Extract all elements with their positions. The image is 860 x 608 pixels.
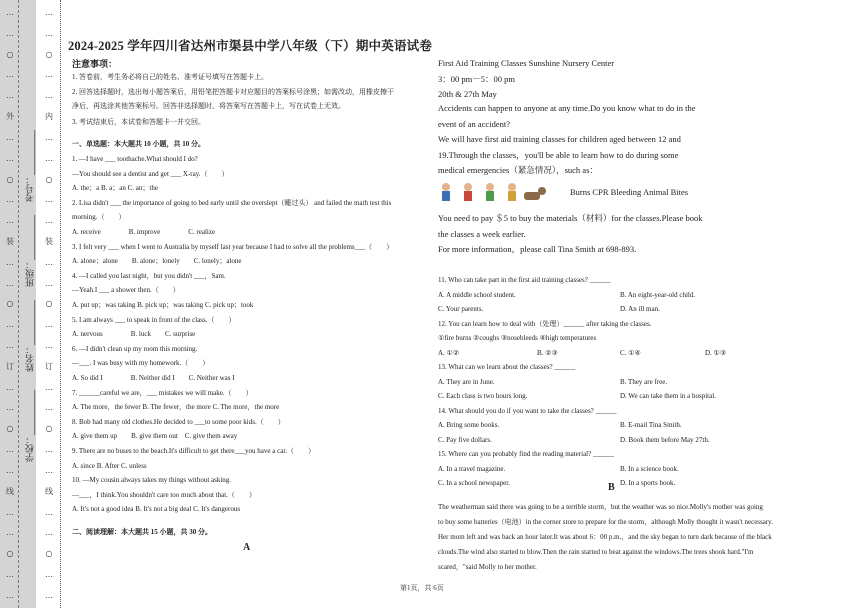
binding-mark: … (6, 278, 14, 288)
binding-mark: ○ (45, 174, 53, 184)
answer-option: D. ①③ (705, 348, 727, 357)
binding-mark: … (45, 132, 53, 142)
question-line: 6. —I didn't clean up my room this morning. (72, 344, 198, 353)
binding-mark: … (6, 8, 14, 17)
name-field: 姓名：__________ (26, 300, 36, 372)
answer-option: D. An ill man. (620, 305, 660, 313)
notice-item: 1. 答卷前，考生务必将自己的姓名、准考证号填写在答题卡上。 (72, 73, 268, 81)
question-line: A. the；a B. a；an C. an；the (72, 184, 158, 193)
question-line: —Yeah.I ___ a shower then.（ ） (72, 286, 180, 295)
binding-mark: … (45, 569, 53, 579)
question-line: 10. —My cousin always takes my things without asking. (72, 476, 232, 485)
answer-option: B. E-mail Tina Smith. (620, 421, 682, 429)
question-stem: 11. Who can take part in the first aid training classes? ______ (438, 276, 611, 284)
notice-item: 2. 回答选择题时，选出每小题答案后，用铅笔把答题卡对应题目的答案标号涂黑；如需改动，用橡皮擦干 (72, 88, 394, 96)
question-line: A. The more，the fewer B. The fewer，the more C. The more，the more (72, 403, 280, 412)
notice-line: medical emergencies（紧急情况），such as： (438, 165, 598, 175)
notice-heading: 注意事项： (72, 59, 118, 69)
binding-mark: … (45, 91, 53, 101)
binding-mark: ○ (45, 299, 53, 309)
notice-line: 19.Through the classes，you'll be able to learn how to do during some (438, 150, 679, 160)
binding-mark: … (45, 445, 53, 455)
passage-a-label: A (243, 542, 251, 553)
binding-mark: … (6, 216, 14, 226)
question-line: 8. Bob had many old clothes.He decided to ___to some poor kids.（ ） (72, 417, 285, 426)
binding-mark: … (6, 528, 14, 538)
binding-mark: … (6, 28, 14, 38)
exam-title: 2024-2025 学年四川省达州市渠县中学八年级（下）期中英语试卷 (67, 39, 433, 53)
question-stem: 13. What can we learn about the classes? ______ (438, 363, 576, 371)
question-line: 2. Lisa didn't ___ the importance of going to bed early until she overslept（睡过头） and failed the math test this (72, 198, 392, 207)
first-aid-clipart (438, 180, 568, 202)
binding-mark: 内 (45, 112, 53, 122)
binding-mark: … (45, 278, 53, 288)
binding-mark: 外 (6, 112, 14, 122)
binding-mark: … (45, 216, 53, 226)
answer-option: B. They are free. (620, 377, 668, 386)
question-line: A. So did I B. Neither did I C. Neither was I (72, 374, 235, 382)
binding-mark: … (45, 341, 53, 350)
binding-mark: … (6, 590, 14, 600)
notice-line: First Aid Training Classes Sunshine Nursery Center (438, 58, 615, 68)
binding-mark: … (6, 91, 14, 101)
question-line: A. alone；alone B. alone；lonely C. lonely；alone (72, 257, 242, 266)
question-stem: 12. You can learn how to deal with（处理）______ after taking the classes. (438, 319, 652, 328)
section-2-heading: 二、阅读理解：本大题共 15 小题，共 30 分。 (72, 528, 212, 536)
binding-mark: ○ (6, 174, 14, 184)
answer-option: D. In a sports book. (620, 479, 676, 487)
answer-option: C. Pay five dollars. (438, 435, 492, 444)
question-suboptions: ①fire burns ②coughs ③nosebleeds ④high temperatures (438, 334, 597, 342)
binding-mark: … (45, 8, 53, 17)
answer-option: B. In a science book. (620, 464, 679, 473)
binding-mark: 装 (45, 236, 53, 246)
answer-option: C. ①④ (620, 348, 641, 357)
binding-mark: ○ (6, 549, 14, 559)
school-field: 学校：__________ (26, 390, 36, 462)
question-line: 1. —I have ___ toothache.What should I do? (72, 155, 198, 163)
binding-mark: … (6, 341, 14, 350)
notice-line: event of an accident? (438, 119, 510, 129)
binding-mark: … (6, 569, 14, 579)
binding-mark: ○ (45, 49, 53, 59)
binding-mark: 线 (6, 486, 14, 496)
notice-line: 3：00 pm－5：00 pm (438, 74, 515, 84)
question-line: —___，I think.You shouldn't care too much about that.（ ） (72, 490, 256, 499)
binding-mark: … (45, 403, 53, 413)
answer-option: A. They are in June. (438, 377, 495, 386)
binding-mark: … (6, 132, 14, 142)
binding-mark: … (45, 382, 53, 392)
binding-mark: ○ (6, 299, 14, 309)
answer-option: B. ②③ (537, 348, 558, 357)
answer-option: D. We can take them in a hospital. (620, 392, 716, 400)
binding-mark: … (6, 70, 14, 80)
question-line: 9. There are no buses to the beach.It's difficult to get there___you have a car.（ ） (72, 447, 316, 455)
binding-mark: 订 (45, 361, 53, 371)
notice-line: 20th & 27th May (438, 89, 497, 99)
passage-line: The weatherman said there was going to be a terrible storm，but the weather was so nice.Molly's mother was going (438, 503, 763, 511)
notice-item: 净后，再选涂其他答案标号。回答非选择题时，将答案写在答题卡上，写在试卷上无效。 (72, 102, 345, 110)
question-line: 7. ______careful we are，___ mistakes we will make.（ ） (72, 388, 253, 397)
exam-number-field: 考号：__________ (26, 130, 36, 202)
question-stem: 14. What should you do if you want to take the classes? ______ (438, 406, 617, 415)
clipart-caption: Burns CPR Bleeding Animal Bites (570, 187, 689, 197)
notice-line: For more information，please call Tina Smith at 698-893. (438, 244, 637, 254)
question-line: A. since B. After C. unless (72, 461, 147, 470)
binding-mark: 线 (45, 486, 53, 496)
answer-option: C. In a school newspaper. (438, 479, 510, 487)
inner-binding-marks (42, 0, 56, 608)
question-line: 5. I am always ___ to speak in front of the class.（ ） (72, 315, 236, 324)
binding-mark: … (6, 257, 14, 267)
question-line: A. It's not a good idea B. It's not a big deal C. It's dangerous (72, 505, 241, 514)
binding-mark: … (6, 382, 14, 392)
answer-option: B. An eight-year-old child. (620, 290, 696, 299)
passage-line: scared，"said Molly to her mother. (438, 563, 537, 571)
binding-mark: … (45, 153, 53, 163)
notice-line: the classes a week earlier. (438, 229, 526, 239)
binding-mark: ○ (45, 549, 53, 559)
binding-mark: … (45, 528, 53, 538)
question-line: —___. I was busy with my homework.（ ） (72, 359, 210, 368)
class-field: 班级：__________ (26, 215, 36, 287)
question-line: A. receive B. improve C. realize (72, 228, 216, 236)
binding-mark: 装 (6, 236, 14, 246)
binding-mark: … (45, 257, 53, 267)
binding-dotted-line (60, 0, 61, 608)
passage-line: Her mom left and was back an hour later.It was about 6：00 p.m.，and the sky began to turn dark because of the black (438, 533, 772, 541)
binding-mark: ○ (45, 424, 53, 434)
passage-line: to buy some batteries（电池）in the corner store to prepare for the storm，although Molly thought it wasn't necessary. (438, 518, 773, 526)
answer-option: C. Your parents. (438, 305, 484, 313)
binding-mark: 订 (6, 361, 14, 371)
binding-mark: … (45, 70, 53, 80)
passage-line: clouds.The wind also started to blow.Then the rain started to beat against the windows.The trees shook hard."I'm (438, 548, 754, 556)
binding-mark: … (45, 195, 53, 205)
answer-option: C. Each class is two hours long. (438, 392, 528, 400)
binding-mark: … (45, 28, 53, 38)
binding-mark: … (6, 403, 14, 413)
page-footer: 第1页，共 6页 (400, 584, 444, 592)
binding-mark: ○ (6, 424, 14, 434)
binding-mark: … (6, 153, 14, 163)
question-line: —You should see a dentist and get ___ X-ray.（ ） (72, 169, 229, 178)
answer-option: A. Bring some books. (438, 421, 500, 429)
notice-line: Accidents can happen to anyone at any time.Do you know what to do in the (438, 103, 696, 113)
passage-b-label: B (608, 482, 615, 493)
answer-option: A. A middle school student. (438, 290, 516, 299)
binding-mark: … (45, 590, 53, 600)
binding-mark: … (6, 465, 14, 475)
answer-option: A. In a travel magazine. (438, 464, 506, 473)
section-1-heading: 一、单选题：本大题共 10 小题，共 10 分。 (72, 140, 205, 148)
binding-mark: … (6, 320, 14, 330)
answer-option: A. ①② (438, 348, 460, 357)
notice-line: You need to pay ＄5 to buy the materials（材料）for the classes.Please book (438, 213, 703, 223)
question-stem: 15. Where can you probably find the reading material? ______ (438, 450, 614, 458)
binding-mark: … (45, 320, 53, 330)
question-line: A. give them up B. give them out C. give them away (72, 432, 238, 441)
binding-mark: … (6, 195, 14, 205)
binding-mark: … (6, 507, 14, 517)
question-line: A. put up；was taking B. pick up；was taking C. pick up；took (72, 301, 254, 309)
notice-line: We will have first aid training classes for children aged between 12 and (438, 134, 681, 144)
binding-mark: ○ (6, 49, 14, 59)
binding-mark: … (6, 445, 14, 455)
binding-mark: … (45, 507, 53, 517)
outer-binding-marks (3, 0, 17, 608)
notice-item: 3. 考试结束后，本试卷和答题卡一并交回。 (72, 118, 205, 126)
answer-option: D. Book them before May 27th. (620, 435, 710, 444)
question-line: A. nervous B. luck C. surprise (72, 330, 196, 339)
question-line: 4. —I called you last night，but you didn't ___，Sam. (72, 271, 226, 280)
binding-mark: … (45, 465, 53, 475)
question-line: morning.（ ） (72, 213, 126, 222)
question-line: 3. I felt very ___ when I went to Australia by myself last year because I had to solve all the problems___（ ） (72, 242, 394, 251)
